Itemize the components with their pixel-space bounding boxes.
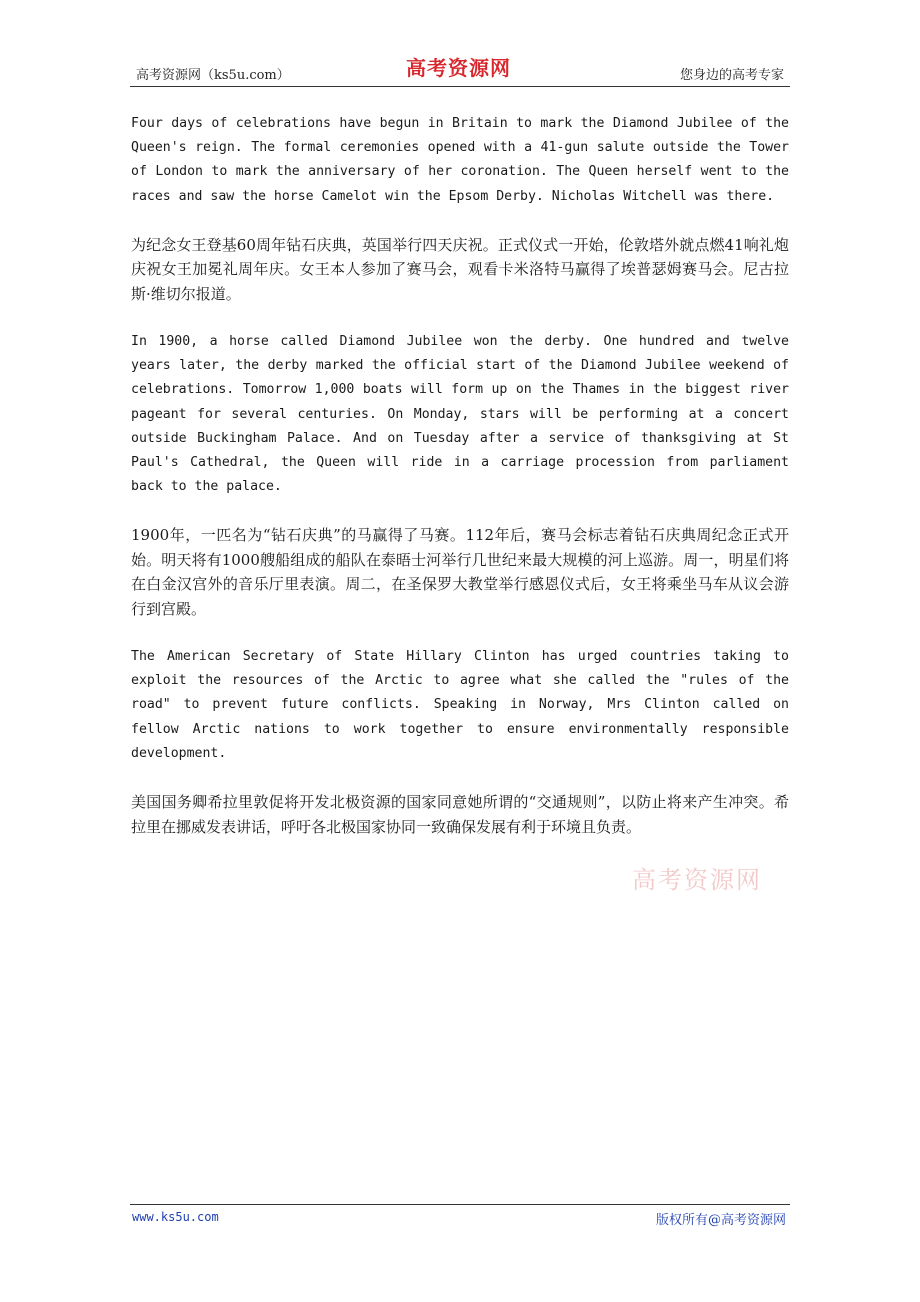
page-footer xyxy=(130,1204,790,1229)
article-body xyxy=(131,112,789,863)
paragraph-en-3: The American Secretary of State Hillary Clinton has urged countries taking to exploit the resources of the Arctic to agree what she called the "rules of the road" to prevent future conflicts. Speaking in Norway, Mrs Clinton called on fellow Arctic nations to work together to ensure environmentally responsible development. xyxy=(131,649,789,761)
header-site-name: 高考资源网（ks5u.com） xyxy=(136,68,290,83)
watermark-logo: 高考资源网 xyxy=(632,866,762,894)
footer-copyright: 版权所有@高考资源网 xyxy=(655,1213,786,1228)
paragraph-zh-2: 1900年，一匹名为“钻石庆典”的马赢得了马赛。112年后，赛马会标志着钻石庆典周纪念正式开始。明天将有1000艘船组成的船队在泰晤士河举行几世纪来最大规模的河上巡游。周一，明星们将在白金汉宫外的音乐厅里表演。周二，在圣保罗大教堂举行感恩仪式后，女王将乘坐马车从议会游行到宫殿。 xyxy=(131,526,789,618)
header-slogan: 您身边的高考专家 xyxy=(679,68,784,83)
paragraph-en-1: Four days of celebrations have begun in Britain to mark the Diamond Jubilee of the Queen's reign. The formal ceremonies opened with a 41-gun salute outside the Tower of London to mark the anniversary of her coronation. The Queen herself went to the races and saw the horse Camelot win the Epsom Derby. Nicholas Witchell was there. xyxy=(131,116,789,204)
paragraph-en-2: In 1900, a horse called Diamond Jubilee won the derby. One hundred and twelve years later, the derby marked the official start of the Diamond Jubilee weekend of celebrations. Tomorrow 1,000 boats will form up on the Thames in the biggest river pageant for several centuries. On Monday, stars will be performing at a concert outside Buckingham Palace. And on Tuesday after a service of thanksgiving at St Paul's Cathedral, the Queen will ride in a carriage procession from parliament back to the palace. xyxy=(131,334,789,495)
paragraph-zh-3: 美国国务卿希拉里敦促将开发北极资源的国家同意她所谓的“交通规则”，以防止将来产生冲突。希拉里在挪威发表讲话，呼吁各北极国家协同一致确保发展有利于环境且负责。 xyxy=(131,793,789,836)
page-header xyxy=(130,52,790,87)
footer-site-link[interactable]: www.ks5u.com xyxy=(132,1210,219,1224)
header-logo: 高考资源网 xyxy=(406,56,511,80)
paragraph-zh-1: 为纪念女王登基60周年钻石庆典，英国举行四天庆祝。正式仪式一开始，伦敦塔外就点燃41响礼炮庆祝女王加冕礼周年庆。女王本人参加了赛马会，观看卡米洛特马赢得了埃普瑟姆赛马会。尼古拉斯·维切尔报道。 xyxy=(131,235,789,303)
